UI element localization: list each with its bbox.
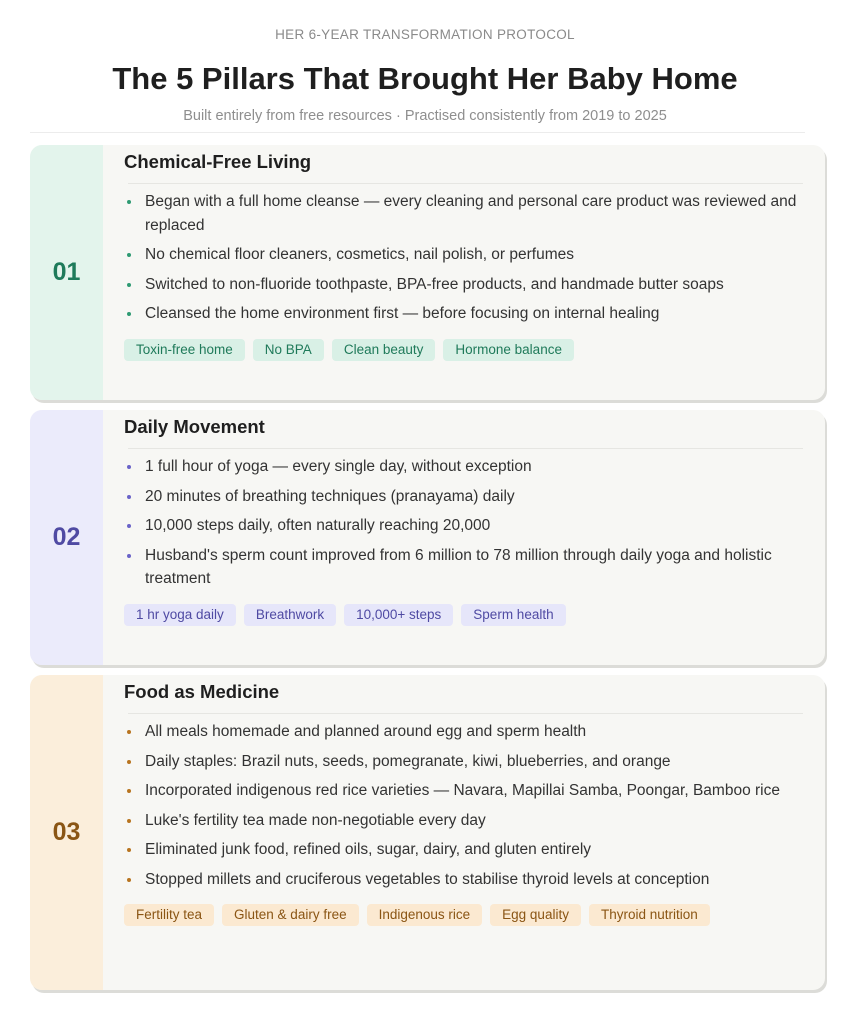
list-item (124, 455, 803, 479)
bullet-dot-icon (127, 465, 131, 469)
list-item-text: Stopped millets and cruciferous vegetables to stabilise thyroid levels at conception (145, 870, 710, 888)
page-title: The 5 Pillars That Brought Her Baby Home (112, 61, 738, 96)
pillar-content (124, 675, 803, 926)
pillar-content (124, 410, 803, 626)
bullet-dot-icon (127, 789, 131, 793)
pillar-card-food-as-medicine (30, 675, 825, 990)
list-item (124, 809, 803, 833)
list-item-text: Eliminated junk food, refined oils, sugar, dairy, and gluten entirely (145, 841, 592, 858)
pillar-number: 01 (52, 258, 81, 286)
bullet-dot-icon (127, 283, 131, 287)
pillar-title: Food as Medicine (124, 681, 280, 702)
bullet-dot-icon (127, 524, 131, 528)
list-item-text: 1 full hour of yoga — every single day, without exception (145, 458, 532, 475)
pillar-divider (128, 448, 803, 449)
pillar-card-chemical-free (30, 145, 825, 400)
list-item (124, 544, 803, 591)
list-item-text: Switched to non-fluoride toothpaste, BPA-free products, and handmade butter soaps (145, 275, 724, 293)
tag: 1 hr yoga daily (124, 604, 236, 626)
tag: Toxin-free home (124, 339, 245, 361)
tag: 10,000+ steps (344, 604, 453, 626)
eyebrow-label: HER 6-YEAR TRANSFORMATION PROTOCOL (275, 27, 575, 42)
pillar-divider (128, 713, 803, 714)
tag: Clean beauty (332, 339, 436, 361)
bullet-dot-icon (127, 848, 131, 852)
list-item-text: Began with a full home cleanse — every cleaning and personal care product was reviewed and replaced (145, 193, 797, 234)
bullet-dot-icon (127, 878, 131, 882)
list-item-text: Luke's fertility tea made non-negotiable every day (145, 811, 486, 829)
pillar-list (124, 720, 803, 891)
tag: Thyroid nutrition (589, 904, 710, 926)
bullet-dot-icon (127, 819, 131, 823)
list-item-text: 20 minutes of breathing techniques (pranayama) daily (145, 487, 515, 505)
tag-row (124, 604, 803, 626)
pillar-number: 03 (52, 818, 81, 846)
list-item (124, 243, 803, 267)
pillar-number-column (30, 410, 103, 665)
list-item-text: All meals homemade and planned around egg and sperm health (145, 723, 587, 740)
pillar-divider (128, 183, 803, 184)
list-item (124, 485, 803, 509)
list-item-text: Daily staples: Brazil nuts, seeds, pomegranate, kiwi, blueberries, and orange (145, 752, 671, 770)
list-item-text: No chemical floor cleaners, cosmetics, nail polish, or perfumes (145, 246, 575, 263)
bullet-dot-icon (127, 253, 131, 257)
list-item-text: 10,000 steps daily, often naturally reaching 20,000 (145, 517, 491, 534)
pillar-number: 02 (52, 523, 81, 551)
page-subtitle: Built entirely from free resources · Practised consistently from 2019 to 2025 (183, 108, 667, 124)
pillar-list (124, 455, 803, 591)
pillar-title: Daily Movement (124, 416, 265, 437)
header-divider (30, 132, 805, 133)
pillar-number-column (30, 145, 103, 400)
tag: Gluten & dairy free (222, 904, 359, 926)
list-item (124, 750, 803, 774)
list-item (124, 868, 803, 892)
tag: Sperm health (461, 604, 565, 626)
tag: Indigenous rice (367, 904, 483, 926)
list-item (124, 190, 803, 237)
pillar-list (124, 190, 803, 326)
list-item (124, 302, 803, 326)
tag: Egg quality (490, 904, 581, 926)
page-header (0, 0, 850, 125)
pillar-card-daily-movement (30, 410, 825, 665)
tag: Hormone balance (443, 339, 574, 361)
bullet-dot-icon (127, 495, 131, 499)
bullet-dot-icon (127, 554, 131, 558)
list-item-text: Incorporated indigenous red rice varieties — Navara, Mapillai Samba, Poongar, Bamboo rice (145, 782, 780, 799)
tag: Fertility tea (124, 904, 214, 926)
bullet-dot-icon (127, 730, 131, 734)
tag: No BPA (253, 339, 324, 361)
pillar-content (124, 145, 803, 361)
bullet-dot-icon (127, 312, 131, 316)
tag-row (124, 339, 803, 361)
list-item (124, 838, 803, 862)
list-item-text: Husband's sperm count improved from 6 million to 78 million through daily yoga and holistic treatment (145, 546, 772, 587)
list-item (124, 514, 803, 538)
bullet-dot-icon (127, 760, 131, 764)
tag-row (124, 904, 803, 926)
pillar-title: Chemical-Free Living (124, 151, 312, 172)
pillar-number-column (30, 675, 103, 990)
list-item (124, 779, 803, 803)
list-item (124, 720, 803, 744)
bullet-dot-icon (127, 200, 131, 204)
tag: Breathwork (244, 604, 336, 626)
list-item (124, 273, 803, 297)
list-item-text: Cleansed the home environment first — before focusing on internal healing (145, 305, 660, 322)
